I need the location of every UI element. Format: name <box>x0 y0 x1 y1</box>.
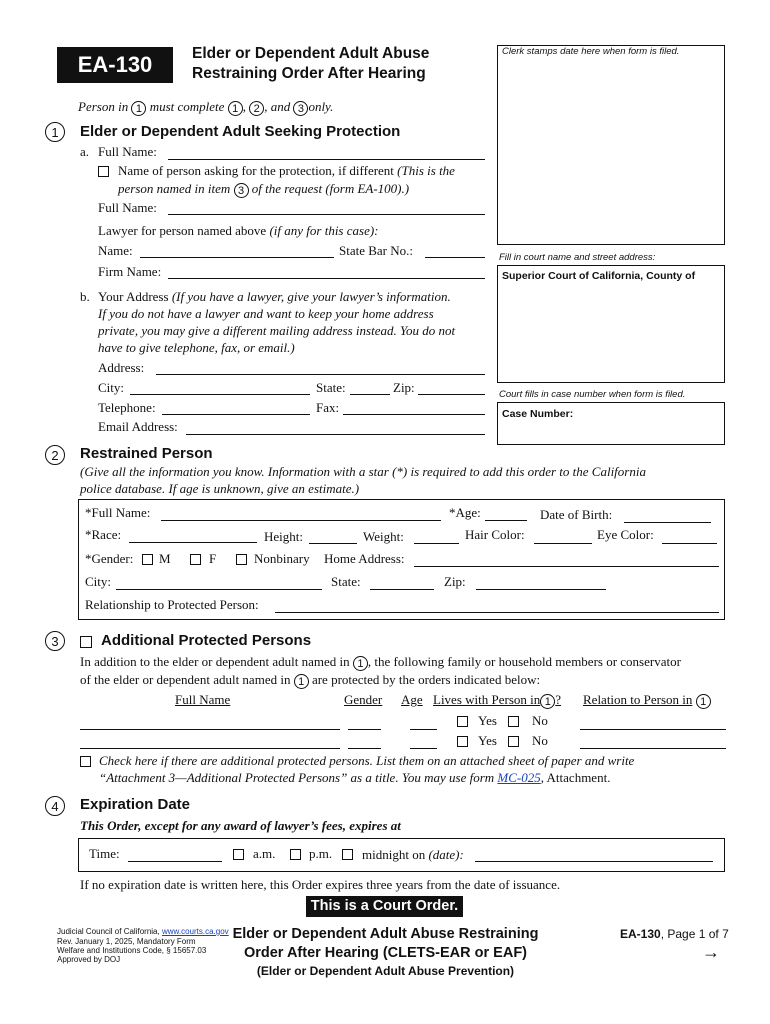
court-name-box[interactable] <box>497 265 725 383</box>
s2-relationship-label: Relationship to Protected Person: <box>85 597 259 612</box>
s2-full-name-field[interactable] <box>161 520 441 521</box>
s2-dob-field[interactable] <box>624 522 711 523</box>
s1-full-name-label: Full Name: <box>98 144 157 159</box>
s4-time-field[interactable] <box>128 861 222 862</box>
item-ref-circle: 1 <box>131 101 146 116</box>
s2-gender-label: *Gender: <box>85 551 134 566</box>
s1-full-name2-label: Full Name: <box>98 200 157 215</box>
s1-different-name-text-2: person named in item 3 of the request (form EA-100).) <box>118 181 410 197</box>
item-ref-circle: 1 <box>696 694 711 709</box>
s2-dob-label: Date of Birth: <box>540 507 613 522</box>
s2-full-name-label: *Full Name: <box>85 505 151 520</box>
footer-code: Welfare and Institutions Code, § 15657.03 <box>57 946 207 955</box>
s2-gender-f-checkbox[interactable] <box>190 554 201 565</box>
s3-row2-relation-field[interactable] <box>580 748 726 749</box>
s4-pm-label: p.m. <box>309 846 333 861</box>
s1-city-label: City: <box>98 380 125 395</box>
s2-eye-field[interactable] <box>662 543 717 544</box>
s2-gender-nonbinary-label: Nonbinary <box>254 551 310 566</box>
s1-state-field[interactable] <box>350 394 390 395</box>
court-name-note: Fill in court name and street address: <box>499 252 656 263</box>
s3-row1-age-field[interactable] <box>410 729 437 730</box>
s1-city-field[interactable] <box>130 394 310 395</box>
s1-address-note-2: If you do not have a lawyer and want to keep your home address <box>98 306 434 321</box>
item-ref-circle: 3 <box>293 101 308 116</box>
section-1-number: 1 <box>45 122 65 142</box>
s1-different-name-checkbox[interactable] <box>98 166 109 177</box>
s2-weight-label: Weight: <box>363 529 404 544</box>
court-name-label: Superior Court of California, County of <box>502 270 696 282</box>
s3-col-gender: Gender <box>344 692 383 707</box>
s2-zip-label: Zip: <box>444 574 466 589</box>
section-2-number: 2 <box>45 445 65 465</box>
item-ref-circle: 1 <box>540 694 555 709</box>
s3-row2-yes-checkbox[interactable] <box>457 736 468 747</box>
case-number-note: Court fills in case number when form is filed. <box>499 389 686 400</box>
s3-row1-no-checkbox[interactable] <box>508 716 519 727</box>
s1-b-label: b. <box>80 289 90 304</box>
section-3-number: 3 <box>45 631 65 651</box>
footer-page: EA-130, Page 1 of 7 <box>620 927 729 941</box>
form-title-line1: Elder or Dependent Adult Abuse <box>192 45 430 62</box>
s2-gender-m-label: M <box>159 551 171 566</box>
item-ref-circle: 1 <box>353 656 368 671</box>
s2-city-field[interactable] <box>116 589 322 590</box>
s3-row1-yes-checkbox[interactable] <box>457 716 468 727</box>
s3-row1-gender-field[interactable] <box>348 729 381 730</box>
section-3-title: Additional Protected Persons <box>101 632 312 649</box>
courts-link[interactable]: www.courts.ca.gov <box>161 927 229 936</box>
s3-col-age: Age <box>401 692 423 707</box>
s3-more-checkbox[interactable] <box>80 756 91 767</box>
s3-row2-no-checkbox[interactable] <box>508 736 519 747</box>
item-ref-circle: 1 <box>294 674 309 689</box>
s2-relationship-field[interactable] <box>275 612 719 613</box>
s1-full-name2-field[interactable] <box>168 214 485 215</box>
next-page-arrow-icon[interactable]: → <box>702 942 720 962</box>
instructions-line: Person in 1 must complete 1 , 2 , and 3 only. <box>78 99 334 115</box>
clerk-stamp-note: Clerk stamps date here when form is filed. <box>502 46 680 57</box>
section-4-number: 4 <box>45 796 65 816</box>
s2-gender-nonbinary-checkbox[interactable] <box>236 554 247 565</box>
s2-gender-f-label: F <box>209 551 217 566</box>
case-number-label: Case Number: <box>502 408 574 420</box>
s2-zip-field[interactable] <box>476 589 606 590</box>
s1-firm-label: Firm Name: <box>98 264 162 279</box>
s2-age-field[interactable] <box>485 520 527 521</box>
s3-more-text-2: “Attachment 3—Additional Protected Persons” as a title. You may use form MC-025, Attachment. <box>99 770 611 785</box>
form-id-badge: EA-130 <box>57 47 173 83</box>
s3-col-full-name: Full Name <box>175 692 231 707</box>
s3-row2-yes-label: Yes <box>478 733 497 748</box>
item-ref-circle: 2 <box>249 101 264 116</box>
s2-home-address-label: Home Address: <box>324 551 405 566</box>
s2-race-label: *Race: <box>85 527 122 542</box>
s4-note: If no expiration date is written here, this Order expires three years from the date of issuance. <box>80 877 561 892</box>
s1-lawyer-label: Lawyer for person named above (if any for this case): <box>98 223 379 238</box>
section-2-title: Restrained Person <box>80 445 213 462</box>
s1-email-field[interactable] <box>186 434 485 435</box>
s1-address-note-3: private, you may give a different mailing address instead. You do not <box>98 323 456 338</box>
s1-fax-label: Fax: <box>316 400 340 415</box>
s1-lawyer-name-label: Name: <box>98 243 133 258</box>
s2-city-label: City: <box>85 574 112 589</box>
footer-title-2: Order After Hearing (CLETS-EAR or EAF) <box>243 945 528 961</box>
s1-address-field[interactable] <box>156 374 485 375</box>
s1-full-name-field[interactable] <box>168 159 485 160</box>
s1-telephone-label: Telephone: <box>98 400 156 415</box>
footer-council: Judicial Council of California, www.courts.ca.gov <box>57 927 229 936</box>
footer-title-1: Elder or Dependent Adult Abuse Restraining <box>232 926 539 942</box>
s2-eye-label: Eye Color: <box>597 527 654 542</box>
s2-note-1: (Give all the information you know. Information with a star (*) is required to add this order to the California <box>80 464 646 479</box>
s1-bar-no-field[interactable] <box>425 257 485 258</box>
s3-text-1: In addition to the elder or dependent adult named in 1 , the following family or household members or conservator <box>80 654 681 670</box>
s1-state-label: State: <box>316 380 346 395</box>
form-title-line2: Restraining Order After Hearing <box>192 65 426 82</box>
item-ref-circle: 1 <box>228 101 243 116</box>
s4-date-field[interactable] <box>475 861 713 862</box>
s1-zip-field[interactable] <box>418 394 485 395</box>
s2-weight-field[interactable] <box>414 543 459 544</box>
s1-fax-field[interactable] <box>343 414 485 415</box>
s3-row2-no-label: No <box>532 733 548 748</box>
s2-age-label: *Age: <box>449 505 481 520</box>
s4-midnight-label: midnight on (date): <box>362 847 464 862</box>
s2-state-label: State: <box>331 574 361 589</box>
s3-row1-relation-field[interactable] <box>580 729 726 730</box>
s1-telephone-field[interactable] <box>162 414 310 415</box>
s4-time-label: Time: <box>89 846 120 861</box>
s1-lawyer-name-field[interactable] <box>140 257 334 258</box>
s1-email-label: Email Address: <box>98 419 178 434</box>
footer-rev: Rev. January 1, 2025, Mandatory Form <box>57 937 196 946</box>
section-4-title: Expiration Date <box>80 796 191 813</box>
s2-hair-field[interactable] <box>534 543 592 544</box>
s2-height-label: Height: <box>264 529 303 544</box>
s2-race-field[interactable] <box>129 542 257 543</box>
s4-subtitle: This Order, except for any award of lawyer’s fees, expires at <box>80 818 401 833</box>
s4-midnight-checkbox[interactable] <box>342 849 353 860</box>
s3-checkbox[interactable] <box>80 636 92 648</box>
clerk-stamp-box[interactable] <box>497 45 725 245</box>
s1-different-name-text: Name of person asking for the protection, if different (This is the <box>118 163 455 178</box>
s3-col-relation: Relation to Person in 1 <box>583 692 711 709</box>
s4-am-label: a.m. <box>253 846 276 861</box>
s4-am-checkbox[interactable] <box>233 849 244 860</box>
s3-col-lives-with: Lives with Person in 1 ? <box>433 692 562 708</box>
s1-zip-label: Zip: <box>393 380 415 395</box>
s3-row2-gender-field[interactable] <box>348 748 381 749</box>
s3-text-2: of the elder or dependent adult named in 1 are protected by the orders indicated below: <box>80 672 541 688</box>
footer-title-3: (Elder or Dependent Adult Abuse Prevention) <box>256 964 515 978</box>
s2-gender-m-checkbox[interactable] <box>142 554 153 565</box>
court-order-banner: This is a Court Order. <box>306 896 463 917</box>
s3-more-text-1: Check here if there are additional protected persons. List them on an attached sheet of paper and write <box>99 753 635 768</box>
s2-state-field[interactable] <box>370 589 434 590</box>
s2-home-address-field[interactable] <box>414 566 719 567</box>
s3-row1-name-field[interactable] <box>80 729 340 730</box>
s2-hair-label: Hair Color: <box>465 527 525 542</box>
s3-row2-name-field[interactable] <box>80 748 340 749</box>
s1-bar-no-label: State Bar No.: <box>339 243 414 258</box>
s1-firm-field[interactable] <box>168 278 485 279</box>
s1-address-label: Address: <box>98 360 145 375</box>
s1-address-intro: Your Address (If you have a lawyer, give your lawyer’s information. <box>98 289 451 304</box>
s3-row1-no-label: No <box>532 713 548 728</box>
s3-row1-yes-label: Yes <box>478 713 497 728</box>
s1-a-label: a. <box>80 144 90 159</box>
footer-approved: Approved by DOJ <box>57 955 121 964</box>
s1-address-note-4: have to give telephone, fax, or email.) <box>98 340 295 355</box>
s2-note-2: police database. If age is unknown, give an estimate.) <box>80 481 360 496</box>
s3-row2-age-field[interactable] <box>410 748 437 749</box>
s2-height-field[interactable] <box>309 543 357 544</box>
s4-pm-checkbox[interactable] <box>290 849 301 860</box>
item-ref-circle: 3 <box>234 183 249 198</box>
mc-025-link[interactable]: MC-025 <box>497 770 541 785</box>
section-1-title: Elder or Dependent Adult Seeking Protection <box>80 123 401 140</box>
